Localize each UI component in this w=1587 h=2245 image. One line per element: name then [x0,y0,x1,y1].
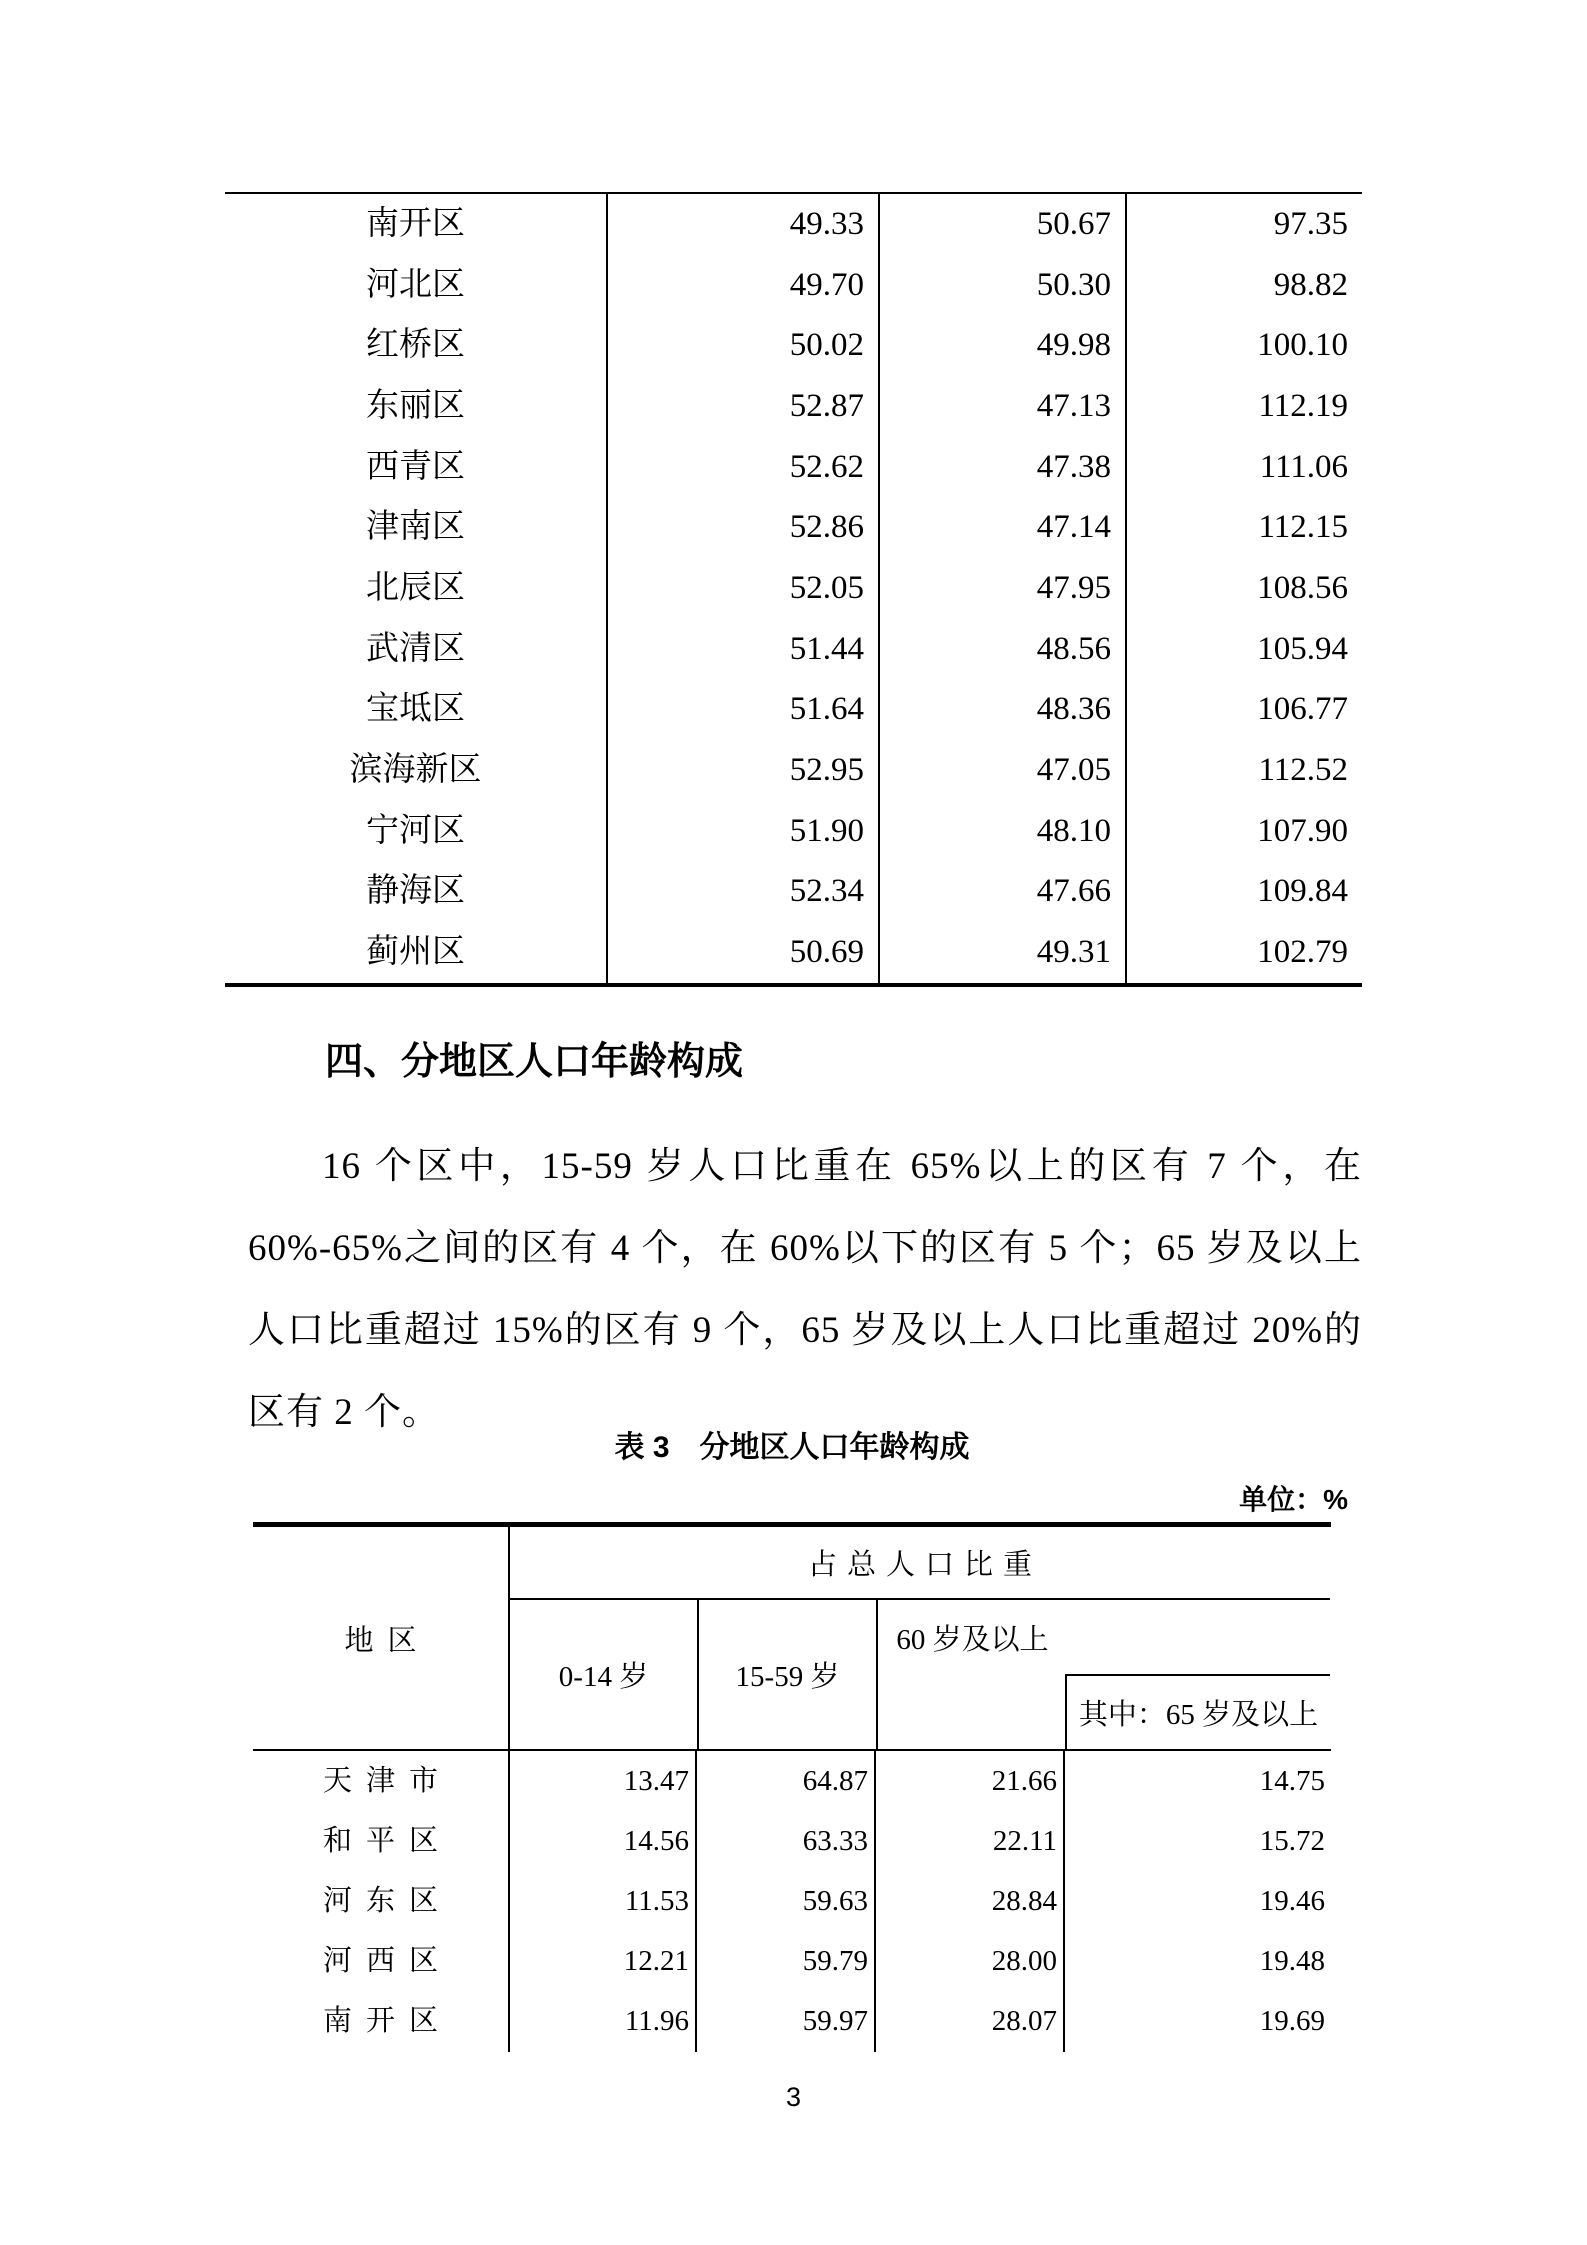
region-cell: 南开区 [366,205,465,242]
value-cell: 107.90 [1125,801,1362,862]
value-cell: 98.82 [1125,255,1362,316]
value-cell: 49.31 [878,922,1125,983]
value-cell: 52.62 [606,437,878,498]
region-cell: 河北区 [366,266,465,303]
value-cell: 19.48 [1063,1932,1331,1992]
value-cell: 50.02 [606,315,878,376]
value-cell: 109.84 [1125,862,1362,923]
value-cell: 48.36 [878,680,1125,741]
page-number: 3 [785,2082,802,2112]
value-cell: 12.21 [508,1932,695,1992]
age-composition-table [253,1522,1331,2052]
region-cell: 津南区 [366,509,465,546]
value-cell: 47.66 [878,862,1125,923]
value-cell: 48.10 [878,801,1125,862]
header-region: 地区 [344,1624,431,1657]
region-cell: 蓟州区 [366,934,465,971]
header-col-65plus: 其中：65 岁及以上 [1065,1674,1330,1749]
header-col-15-59: 15-59 岁 [697,1600,876,1749]
unit-label: 单位：% [1239,1484,1348,1515]
value-cell: 52.87 [606,376,878,437]
value-cell: 52.95 [606,740,878,801]
value-cell: 14.56 [508,1811,695,1871]
value-cell: 59.63 [695,1871,874,1931]
value-cell: 14.75 [1063,1751,1331,1811]
header-col-60plus: 60 岁及以上 [896,1623,1049,1656]
value-cell: 105.94 [1125,619,1362,680]
region-cell: 南开区 [322,2005,452,2038]
table3-title: 表 3 分地区人口年龄构成 [614,1431,970,1464]
value-cell: 63.33 [695,1811,874,1871]
value-cell: 59.97 [695,1992,874,2052]
value-cell: 50.30 [878,255,1125,316]
sex-ratio-table-body [225,194,1362,983]
region-cell: 滨海新区 [349,752,482,789]
age-table-body [253,1751,1331,2052]
header-col-60plus-zone [876,1600,1330,1749]
value-cell: 47.95 [878,558,1125,619]
value-cell: 112.15 [1125,497,1362,558]
value-cell: 11.96 [508,1992,695,2052]
value-cell: 52.86 [606,497,878,558]
value-cell: 28.00 [874,1932,1063,1992]
value-cell: 97.35 [1125,194,1362,255]
sex-ratio-table [225,192,1362,987]
header-col-0-14: 0-14 岁 [558,1661,649,1693]
value-cell: 100.10 [1125,315,1362,376]
value-cell: 49.33 [606,194,878,255]
value-cell: 51.64 [606,680,878,741]
region-cell: 武清区 [366,630,465,667]
value-cell: 51.44 [606,619,878,680]
header-group-label: 占总人口比重 [510,1527,1330,1600]
body-paragraph: 16 个区中，15-59 岁人口比重在 65%以上的区有 7 个，在 60%-65%之间的区有 4 个，在 60%以下的区有 5 个；65 岁及以上人口比重超过 15%的区有 9 个，65 岁及以上人口比重超过 20%的区有 2 个。 [248,1146,1362,1433]
value-cell: 102.79 [1125,922,1362,983]
value-cell: 52.34 [606,862,878,923]
region-cell: 河西区 [322,1945,452,1978]
section-heading: 四、分地区人口年龄构成 [325,1041,744,1083]
value-cell: 22.11 [874,1811,1063,1871]
value-cell: 28.84 [874,1871,1063,1931]
value-cell: 47.13 [878,376,1125,437]
value-cell: 106.77 [1125,680,1362,741]
value-cell: 112.19 [1125,376,1362,437]
header-right-block [508,1527,1330,1749]
region-cell: 静海区 [366,873,465,910]
value-cell: 50.69 [606,922,878,983]
header-subrow [510,1600,1330,1749]
region-cell: 和平区 [322,1824,452,1857]
value-cell: 28.07 [874,1992,1063,2052]
value-cell: 51.90 [606,801,878,862]
value-cell: 11.53 [508,1871,695,1931]
value-cell: 52.05 [606,558,878,619]
value-cell: 64.87 [695,1751,874,1811]
value-cell: 50.67 [878,194,1125,255]
value-cell: 108.56 [1125,558,1362,619]
value-cell: 49.98 [878,315,1125,376]
region-cell: 宁河区 [366,812,465,849]
region-cell: 红桥区 [366,327,465,364]
value-cell: 112.52 [1125,740,1362,801]
value-cell: 13.47 [508,1751,695,1811]
region-cell: 西青区 [366,448,465,485]
age-table-header [253,1527,1331,1751]
region-cell: 河东区 [322,1884,452,1917]
value-cell: 47.05 [878,740,1125,801]
region-cell: 天津市 [322,1764,452,1797]
region-cell: 东丽区 [366,387,465,424]
value-cell: 15.72 [1063,1811,1331,1871]
value-cell: 21.66 [874,1751,1063,1811]
value-cell: 48.56 [878,619,1125,680]
value-cell: 47.14 [878,497,1125,558]
value-cell: 59.79 [695,1932,874,1992]
value-cell: 47.38 [878,437,1125,498]
value-cell: 111.06 [1125,437,1362,498]
value-cell: 49.70 [606,255,878,316]
value-cell: 19.46 [1063,1871,1331,1931]
region-cell: 北辰区 [366,569,465,606]
region-cell: 宝坻区 [366,691,465,728]
value-cell: 19.69 [1063,1992,1331,2052]
